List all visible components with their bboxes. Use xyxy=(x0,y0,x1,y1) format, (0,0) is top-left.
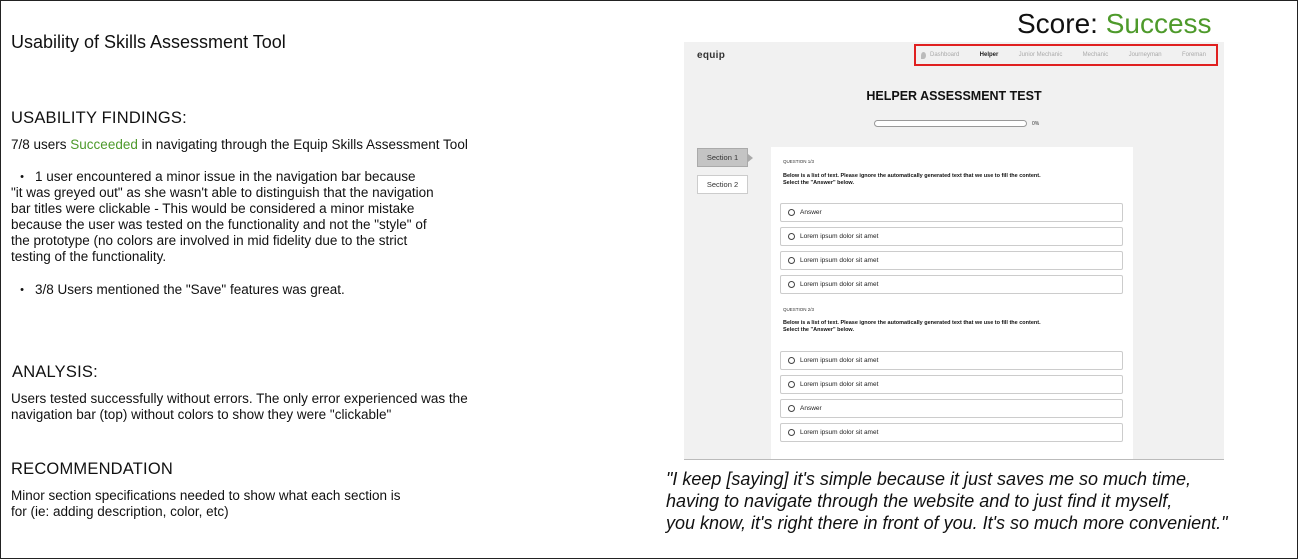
question-label: QUESTION 1/3 xyxy=(783,159,815,164)
bullet-line: testing of the functionality. xyxy=(11,249,167,264)
bullet-text: 3/8 Users mentioned the "Save" features was great. xyxy=(35,282,345,297)
bullet-line: the prototype (no colors are involved in mid fidelity due to the strict xyxy=(11,233,408,248)
radio-icon xyxy=(788,405,795,412)
nav-item-dashboard[interactable]: Dashboard xyxy=(921,52,959,59)
findings-summary xyxy=(11,137,468,153)
radio-icon xyxy=(788,257,795,264)
summary-prefix: 7/8 users xyxy=(11,137,67,152)
radio-icon xyxy=(788,429,795,436)
finding-bullet-1-continued xyxy=(11,185,434,265)
assessment-heading: HELPER ASSESSMENT TEST xyxy=(866,89,1042,103)
nav-item-foreman[interactable]: Foreman xyxy=(1181,52,1206,58)
bullet-text: 1 user encountered a minor issue in the navigation bar because xyxy=(35,169,416,184)
radio-icon xyxy=(788,381,795,388)
recommendation-text xyxy=(11,488,400,520)
page-title: Usability of Skills Assessment Tool xyxy=(11,32,286,52)
prototype-screenshot xyxy=(684,42,1224,460)
progress-label: 0% xyxy=(1032,121,1040,127)
answer-option[interactable]: Answer xyxy=(780,399,1123,418)
recommendation-heading: RECOMMENDATION xyxy=(11,460,173,478)
radio-icon xyxy=(788,209,795,216)
quote-line: having to navigate through the website and to just find it myself, xyxy=(666,491,1173,511)
highlighted-nav-bar xyxy=(914,44,1218,66)
answer-option[interactable]: Lorem ipsum dolor sit amet xyxy=(780,351,1123,370)
summary-highlight: Succeeded xyxy=(70,137,138,152)
question-card xyxy=(771,147,1133,460)
bullet-line: "it was greyed out" as she wasn't able to distinguish that the navigation xyxy=(11,185,434,200)
nav-item-junior-mechanic[interactable]: Junior Mechanic xyxy=(1018,52,1063,58)
answer-option[interactable]: Answer xyxy=(780,203,1123,222)
answer-option[interactable]: Lorem ipsum dolor sit amet xyxy=(780,423,1123,442)
question-text: Below is a list of text. Please ignore the automatically generated text that we use to fill the content. Select the "Answer" below. xyxy=(783,320,1041,333)
score-label: Score: xyxy=(1017,8,1098,39)
analysis-text xyxy=(11,391,468,423)
summary-suffix: in navigating through the Equip Skills Assessment Tool xyxy=(141,137,468,152)
user-quote xyxy=(666,468,1291,534)
analysis-line: Users tested successfully without errors. The only error experienced was the xyxy=(11,391,468,406)
radio-icon xyxy=(788,357,795,364)
nav-item-mechanic[interactable]: Mechanic xyxy=(1082,52,1109,58)
question-label: QUESTION 2/3 xyxy=(783,307,815,312)
nav-item-journeyman[interactable]: Journeyman xyxy=(1128,52,1162,58)
finding-bullet-1: • 1 user encountered a minor issue in the navigation bar because xyxy=(20,169,416,184)
recommendation-line: Minor section specifications needed to show what each section is xyxy=(11,488,401,503)
location-pin-icon xyxy=(921,52,926,59)
answer-option[interactable]: Lorem ipsum dolor sit amet xyxy=(780,251,1123,270)
finding-bullet-2: • 3/8 Users mentioned the "Save" features was great. xyxy=(20,282,345,297)
question-text: Below is a list of text. Please ignore the automatically generated text that we use to fill the content. Select the "Answer" below. xyxy=(783,173,1041,186)
section-2-tab[interactable]: Section 2 xyxy=(697,175,748,194)
radio-icon xyxy=(788,233,795,240)
bullet-line: bar titles were clickable - This would be considered a minor mistake xyxy=(11,201,415,216)
quote-line: "I keep [saying] it's simple because it just saves me so much time, xyxy=(666,469,1192,489)
progress-bar xyxy=(874,120,1027,127)
answer-option[interactable]: Lorem ipsum dolor sit amet xyxy=(780,275,1123,294)
equip-logo: equip xyxy=(697,50,726,61)
answer-option[interactable]: Lorem ipsum dolor sit amet xyxy=(780,375,1123,394)
nav-item-helper[interactable]: Helper xyxy=(979,52,999,58)
quote-line: you know, it's right there in front of you. It's so much more convenient." xyxy=(666,513,1228,533)
recommendation-line: for (ie: adding description, color, etc) xyxy=(11,504,229,519)
findings-heading: USABILITY FINDINGS: xyxy=(11,109,187,127)
answer-option[interactable]: Lorem ipsum dolor sit amet xyxy=(780,227,1123,246)
score-value: Success xyxy=(1105,8,1212,39)
section-1-tab[interactable]: Section 1 xyxy=(697,148,748,167)
radio-icon xyxy=(788,281,795,288)
analysis-line: navigation bar (top) without colors to show they were "clickable" xyxy=(11,407,392,422)
bullet-line: because the user was tested on the functionality and not the "style" of xyxy=(11,217,427,232)
analysis-heading: ANALYSIS: xyxy=(12,363,98,381)
score xyxy=(1017,8,1212,40)
